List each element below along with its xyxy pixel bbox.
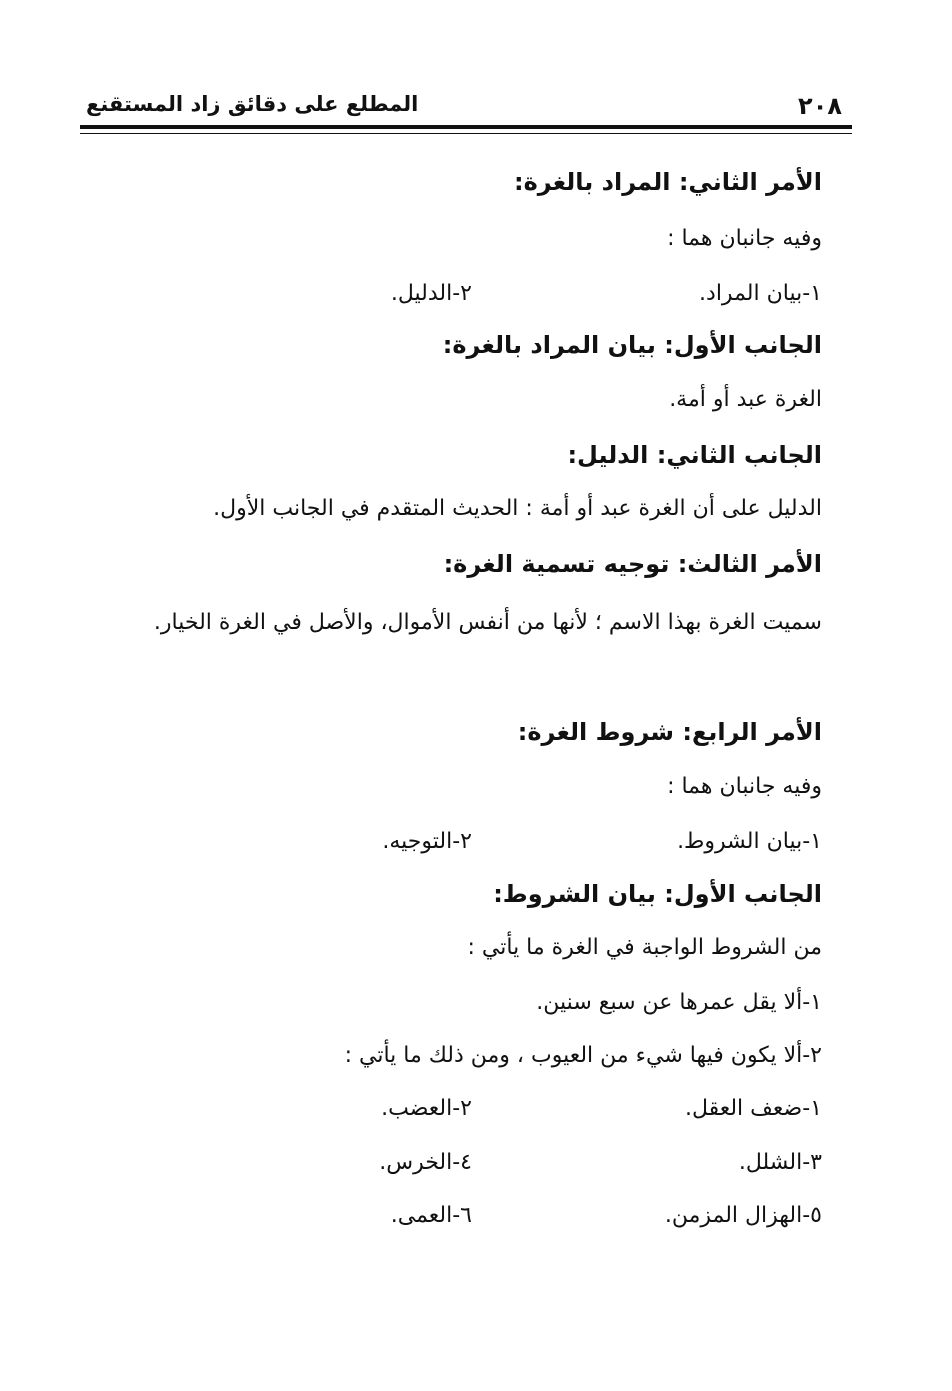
section-heading-fourth-matter: الأمر الرابع: شروط الغرة: bbox=[517, 718, 822, 746]
defect-item: ٥-الهزال المزمن. bbox=[664, 1203, 822, 1228]
aspect-text-first: الغرة عبد أو أمة. bbox=[669, 387, 822, 412]
condition-item-1: ١-ألا يقل عمرها عن سبع سنين. bbox=[536, 990, 822, 1015]
section-paragraph-naming: سميت الغرة بهذا الاسم ؛ لأنها من أنفس الأموال، والأصل في الغرة الخيار. bbox=[153, 610, 822, 635]
header-rule-thick bbox=[80, 125, 852, 129]
header-rule-thin bbox=[80, 133, 852, 134]
condition-item-2: ٢-ألا يكون فيها شيء من العيوب ، ومن ذلك ما يأتي : bbox=[344, 1043, 822, 1068]
section-heading-third-matter: الأمر الثالث: توجيه تسمية الغرة: bbox=[443, 550, 822, 578]
running-title: المطلع على دقائق زاد المستقنع bbox=[86, 92, 419, 116]
section-heading-second-matter: الأمر الثاني: المراد بالغرة: bbox=[514, 168, 822, 196]
defect-item: ٤-الخرس. bbox=[379, 1150, 472, 1175]
aspect-heading-second: الجانب الثاني: الدليل: bbox=[567, 441, 822, 469]
aspect-heading-first: الجانب الأول: بيان المراد بالغرة: bbox=[442, 331, 822, 359]
defects-row bbox=[262, 1148, 822, 1178]
defect-item: ٣-الشلل. bbox=[738, 1150, 822, 1175]
aspect-text-second: الدليل على أن الغرة عبد أو أمة : الحديث المتقدم في الجانب الأول. bbox=[213, 496, 822, 521]
aspect-item-2: ٢-الدليل. bbox=[390, 281, 472, 306]
section-intro: وفيه جانبان هما : bbox=[667, 226, 822, 251]
defect-item: ٦-العمى. bbox=[390, 1203, 472, 1228]
aspect-item-1: ١-بيان الشروط. bbox=[677, 829, 822, 854]
aspect-heading-first: الجانب الأول: بيان الشروط: bbox=[493, 880, 822, 908]
conditions-intro: من الشروط الواجبة في الغرة ما يأتي : bbox=[467, 935, 822, 960]
defects-row bbox=[262, 1094, 822, 1124]
aspects-list bbox=[262, 279, 822, 309]
aspect-item-2: ٢-التوجيه. bbox=[382, 829, 472, 854]
defect-item: ٢-العضب. bbox=[381, 1096, 472, 1121]
page-number: ٢٠٨ bbox=[798, 92, 842, 120]
page-header bbox=[80, 88, 852, 128]
aspects-list bbox=[262, 827, 822, 857]
defects-row bbox=[262, 1201, 822, 1231]
section-intro: وفيه جانبان هما : bbox=[667, 774, 822, 799]
defect-item: ١-ضعف العقل. bbox=[684, 1096, 822, 1121]
aspect-item-1: ١-بيان المراد. bbox=[699, 281, 822, 306]
